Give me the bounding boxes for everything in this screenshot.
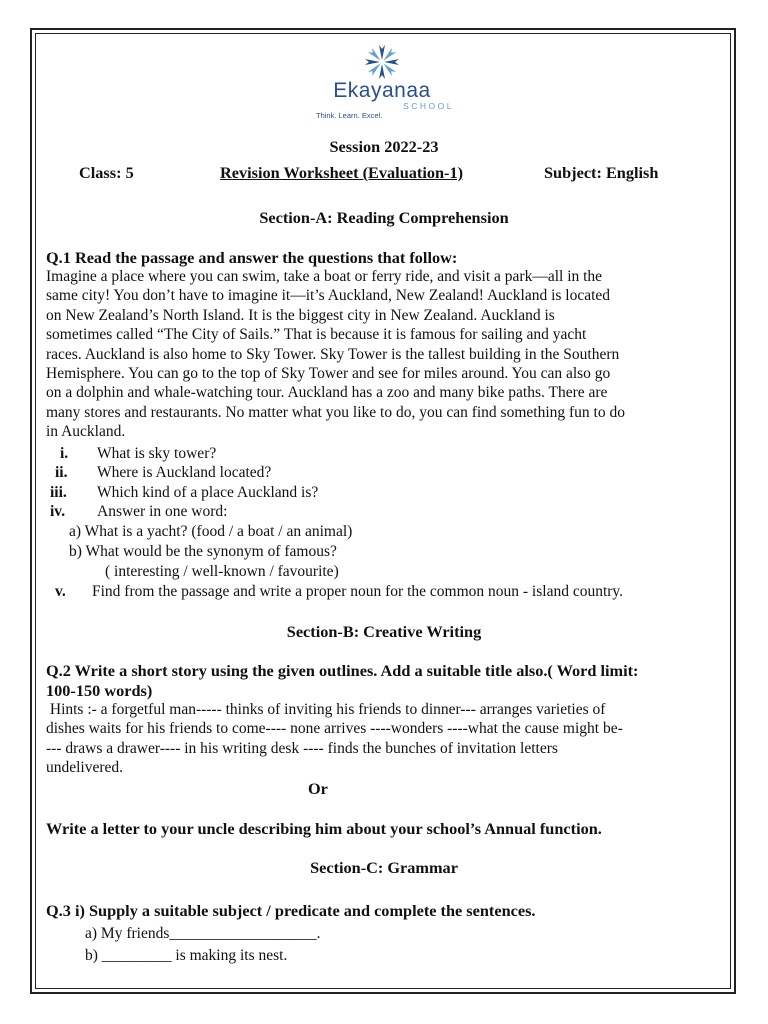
or-divider: Or bbox=[308, 779, 328, 798]
question-number: iv. bbox=[50, 503, 66, 520]
passage-line: races. Auckland is also home to Sky Tower. Sky Tower is the tallest building in the Southern bbox=[46, 345, 620, 363]
hint-line: undelivered. bbox=[46, 759, 124, 777]
section-b-title: Section-B: Creative Writing bbox=[286, 622, 482, 641]
letter-question: Write a letter to your uncle describing him about your school’s Annual function. bbox=[46, 819, 602, 838]
section-c-title: Section-C: Grammar bbox=[310, 858, 458, 877]
passage-line: in Auckland. bbox=[46, 423, 126, 441]
star-emblem-icon bbox=[362, 42, 402, 82]
question-number: i. bbox=[60, 445, 69, 462]
q2-heading-line: 100-150 words) bbox=[46, 681, 153, 700]
passage-line: on a dolphin and whale-watching tour. Auckland has a zoo and many bike paths. There are bbox=[46, 384, 608, 402]
school-logo bbox=[302, 42, 462, 122]
q1-heading: Q.1 Read the passage and answer the questions that follow: bbox=[46, 248, 458, 267]
question-number: ii. bbox=[55, 464, 68, 481]
question-text: Find from the passage and write a proper noun for the common noun - island country. bbox=[92, 583, 624, 600]
logo-text bbox=[302, 80, 462, 121]
question-text: Where is Auckland located? bbox=[97, 464, 272, 481]
passage-line: sometimes called “The City of Sails.” That is because it is famous for sailing and yacht bbox=[46, 326, 587, 344]
question-number: v. bbox=[55, 583, 66, 600]
sub-question-b: b) What would be the synonym of famous? bbox=[69, 543, 337, 560]
logo-tagline: Think. Learn. Excel. bbox=[316, 111, 383, 120]
grammar-item-b: b) _________ is making its nest. bbox=[85, 947, 288, 964]
logo-name: Ekayanaa bbox=[333, 79, 431, 102]
subject-label: Subject: English bbox=[544, 163, 659, 182]
passage-line: many stores and restaurants. No matter what you like to do, you can find something fun to do bbox=[46, 403, 625, 421]
question-text: Which kind of a place Auckland is? bbox=[97, 484, 319, 501]
sub-question-a: a) What is a yacht? (food / a boat / an animal) bbox=[69, 523, 353, 540]
passage-line: on New Zealand’s North Island. It is the biggest city in New Zealand. Auckland is bbox=[46, 306, 555, 324]
hint-line: dishes waits for his friends to come---- none arrives ----wonders ----what the cause might be- bbox=[46, 720, 623, 738]
q3-heading: Q.3 i) Supply a suitable subject / predicate and complete the sentences. bbox=[46, 901, 536, 920]
passage-line: same city! You don’t have to imagine it—it’s Auckland, New Zealand! Auckland is located bbox=[46, 287, 611, 305]
sub-question-b-options: ( interesting / well-known / favourite) bbox=[105, 563, 339, 580]
hint-line: Hints :- a forgetful man----- thinks of inviting his friends to dinner--- arranges varieties of bbox=[46, 701, 606, 718]
section-a-title: Section-A: Reading Comprehension bbox=[259, 208, 509, 227]
session: Session 2022-23 bbox=[329, 137, 439, 156]
passage-line: Imagine a place where you can swim, take a boat or ferry ride, and visit a park—all in the bbox=[46, 268, 603, 285]
worksheet-title: Revision Worksheet (Evaluation-1) bbox=[220, 163, 464, 182]
hint-line: --- draws a drawer---- in his writing desk ---- finds the bunches of invitation letters bbox=[46, 739, 558, 757]
grammar-item-a: a) My friends___________________. bbox=[85, 925, 321, 942]
logo-school: SCHOOL bbox=[403, 101, 454, 111]
question-text: Answer in one word: bbox=[97, 503, 228, 520]
hints bbox=[46, 700, 722, 778]
q2-heading-line: Q.2 Write a short story using the given outlines. Add a suitable title also.( Word limit: bbox=[46, 661, 639, 680]
question-number: iii. bbox=[50, 484, 67, 501]
passage bbox=[46, 267, 722, 442]
class-label: Class: 5 bbox=[79, 163, 134, 182]
passage-line: Hemisphere. You can go to the top of Sky Tower and see for miles around. You can also go bbox=[46, 365, 611, 383]
question-text: What is sky tower? bbox=[97, 445, 217, 462]
